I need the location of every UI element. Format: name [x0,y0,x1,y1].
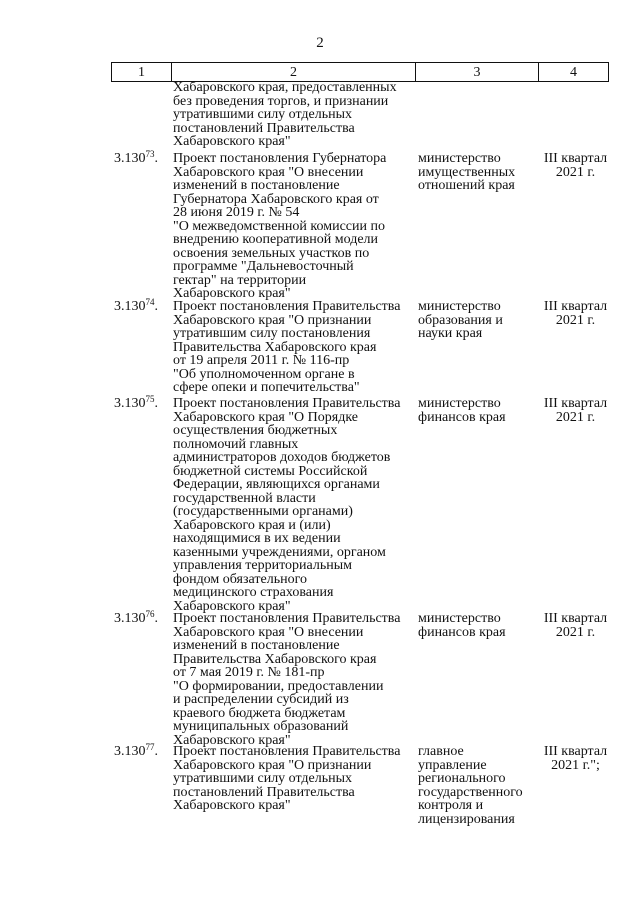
table-header-row [111,62,609,82]
item-deadline: III квартал 2021 г. [543,299,608,328]
item-number: 3.130$^{75}$. [114,394,158,411]
item-number-superscript: 74 [145,297,155,307]
item-responsible: министерство финансов края [418,611,506,640]
item-number-superscript: 75 [145,394,155,404]
item-description: Проект постановления Правительства Хабаровского края "О внесении изменений в постановление Правительства Хабаровского края от 7 мая 2019 г. № 181-пр "О формировании, предоставлении и распределении субсидий из краевого бюджета бюджетам муниципальных образований Хабаровского края" [173,611,401,748]
column-number-4: 4 [539,63,609,82]
item-number: 3.130$^{77}$. [114,742,158,759]
column-number-2: 2 [172,63,416,82]
item-number-superscript: 76 [145,609,155,619]
item-number-superscript: 73 [145,149,155,159]
page-number: 2 [316,35,324,51]
item-responsible: министерство образования и науки края [418,299,503,341]
item-number: 3.130$^{73}$. [114,149,158,166]
column-number-3: 3 [416,63,539,82]
item-deadline: III квартал 2021 г. [543,396,608,425]
item-number: 3.130$^{74}$. [114,297,158,314]
item-description: Проект постановления Правительства Хабаровского края "О признании утратившим силу постановления Правительства Хабаровского края от 19 апреля 2011 г. № 116-пр "Об уполномоченном органе в сфере опеки и попечительства" [173,299,401,395]
continued-description: Хабаровского края, предоставленных без проведения торгов, и признании утратившими силу отдельных постановлений Правительства Хабаровского края" [173,80,397,149]
item-deadline: III квартал 2021 г. [543,611,608,640]
item-description: Проект постановления Правительства Хабаровского края "О признании утратившими силу отдельных постановлений Правительства Хабаровского края" [173,744,401,813]
item-responsible: министерство финансов края [418,396,506,425]
item-responsible: главное управление регионального государственного контроля и лицензирования [418,744,523,827]
item-deadline: III квартал 2021 г. [543,151,608,180]
item-description: Проект постановления Правительства Хабаровского края "О Порядке осуществления бюджетных полномочий главных администраторов доходов бюджетов бюджетной системы Российской Федерации, являющихся органами государственной власти (государственными органами) Хабаровского края и (или) находящимися в их ведении казенными учреждениями, органом управления территориальным фондом обязательного медицинского страхования Хабаровского края" [173,396,401,614]
column-number-1: 1 [112,63,172,82]
item-number-superscript: 77 [145,742,155,752]
item-description: Проект постановления Губернатора Хабаровского края "О внесении изменений в постановление Губернатора Хабаровского края от 28 июня 2019 г. № 54 "О межведомственной комиссии по внедрению кооперативной модели освоения земельных участков по программе "Дальневосточный гектар" на территории Хабаровского края" [173,151,387,301]
item-responsible: министерство имущественных отношений края [418,151,516,193]
item-deadline: III квартал 2021 г."; [543,744,608,773]
item-number: 3.130$^{76}$. [114,609,158,626]
